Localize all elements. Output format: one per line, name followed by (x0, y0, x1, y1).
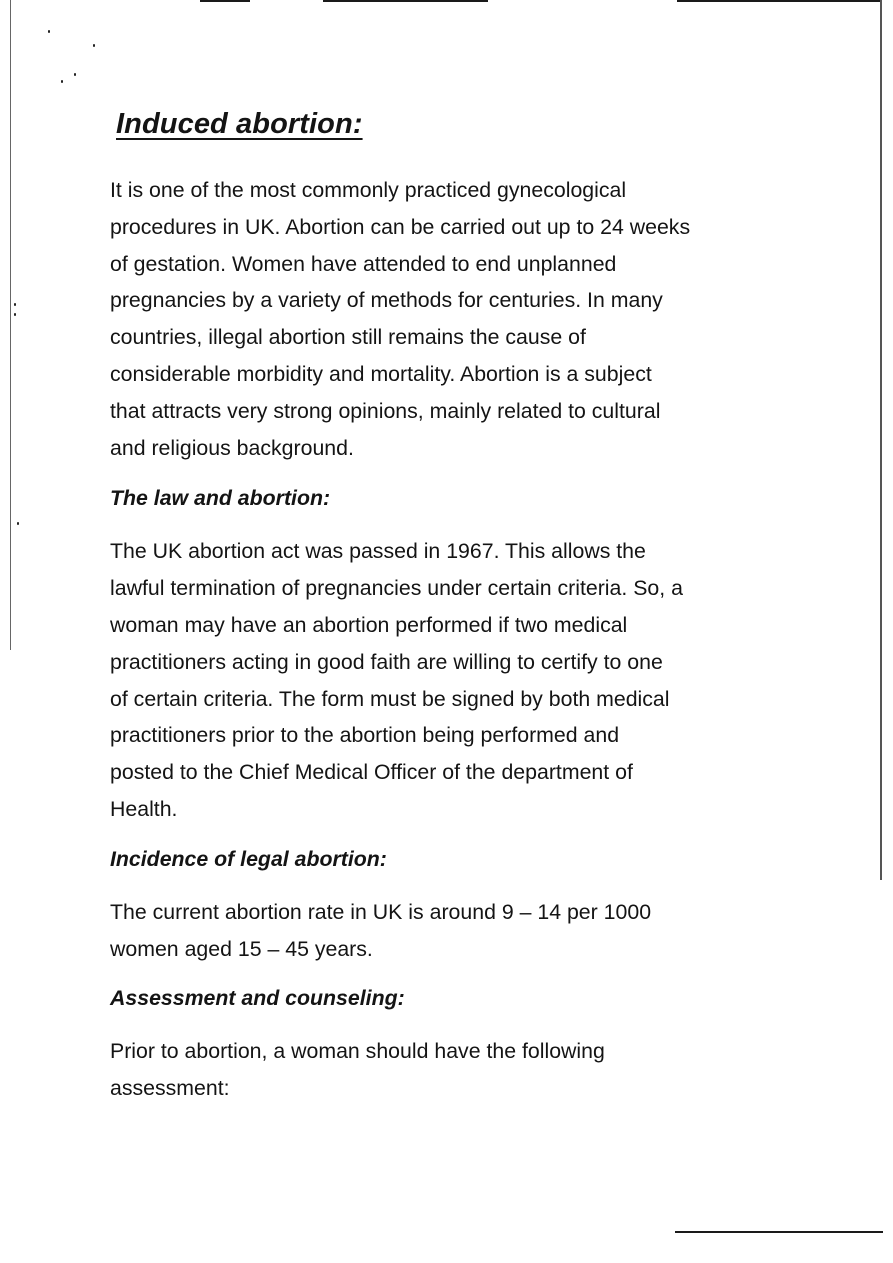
text-line: of gestation. Women have attended to end unplanned (110, 251, 617, 276)
scan-speck (93, 44, 95, 47)
text-line: The UK abortion act was passed in 1967. This allows the (110, 539, 646, 564)
text-line: It is one of the most commonly practiced gynecological (110, 178, 627, 202)
text-line: considerable morbidity and mortality. Abortion is a subject (110, 361, 652, 386)
scan-speck (74, 73, 76, 76)
text-line: pregnancies by a variety of methods for centuries. In many (110, 288, 663, 313)
text-line: that attracts very strong opinions, mainly related to cultural (110, 398, 661, 423)
scan-edge-left (10, 0, 11, 650)
scan-speck (61, 80, 63, 83)
text-line: procedures in UK. Abortion can be carried out up to 24 weeks (110, 214, 691, 239)
assessment-paragraph (110, 1033, 786, 1107)
section-heading-incidence: Incidence of legal abortion: (110, 846, 387, 871)
text-line: assessment: (110, 1076, 230, 1101)
text-line: and religious background. (110, 435, 354, 460)
text-line: of certain criteria. The form must be signed by both medical (110, 686, 670, 711)
text-line: Health. (110, 796, 178, 821)
text-line: women aged 15 – 45 years. (110, 936, 373, 961)
scan-edge-top-right (677, 0, 882, 2)
scan-edge-right (880, 0, 882, 880)
text-line: Prior to abortion, a woman should have the following (110, 1039, 605, 1064)
text-line: The current abortion rate in UK is around 9 – 14 per 1000 (110, 899, 652, 924)
section-heading-law: The law and abortion: (110, 486, 331, 511)
document-page (110, 104, 786, 1107)
scan-edge-top-middle (323, 0, 488, 2)
text-line: practitioners prior to the abortion being performed and (110, 723, 620, 748)
text-line: woman may have an abortion performed if two medical (110, 612, 628, 637)
intro-paragraph (110, 172, 786, 466)
page-title: Induced abortion: (116, 108, 363, 140)
scan-speck (48, 30, 50, 33)
scan-edge-top-left (200, 0, 250, 2)
text-line: countries, illegal abortion still remains the cause of (110, 325, 586, 350)
text-line: lawful termination of pregnancies under certain criteria. So, a (110, 576, 683, 601)
text-line: posted to the Chief Medical Officer of the department of (110, 760, 633, 785)
scan-speck (17, 522, 19, 525)
law-paragraph (110, 533, 786, 827)
scan-speck (14, 303, 16, 306)
scan-edge-bottom (675, 1231, 883, 1233)
incidence-paragraph (110, 894, 786, 968)
text-line: practitioners acting in good faith are willing to certify to one (110, 649, 663, 674)
section-heading-assessment: Assessment and counseling: (110, 986, 405, 1011)
scan-speck (14, 313, 16, 316)
